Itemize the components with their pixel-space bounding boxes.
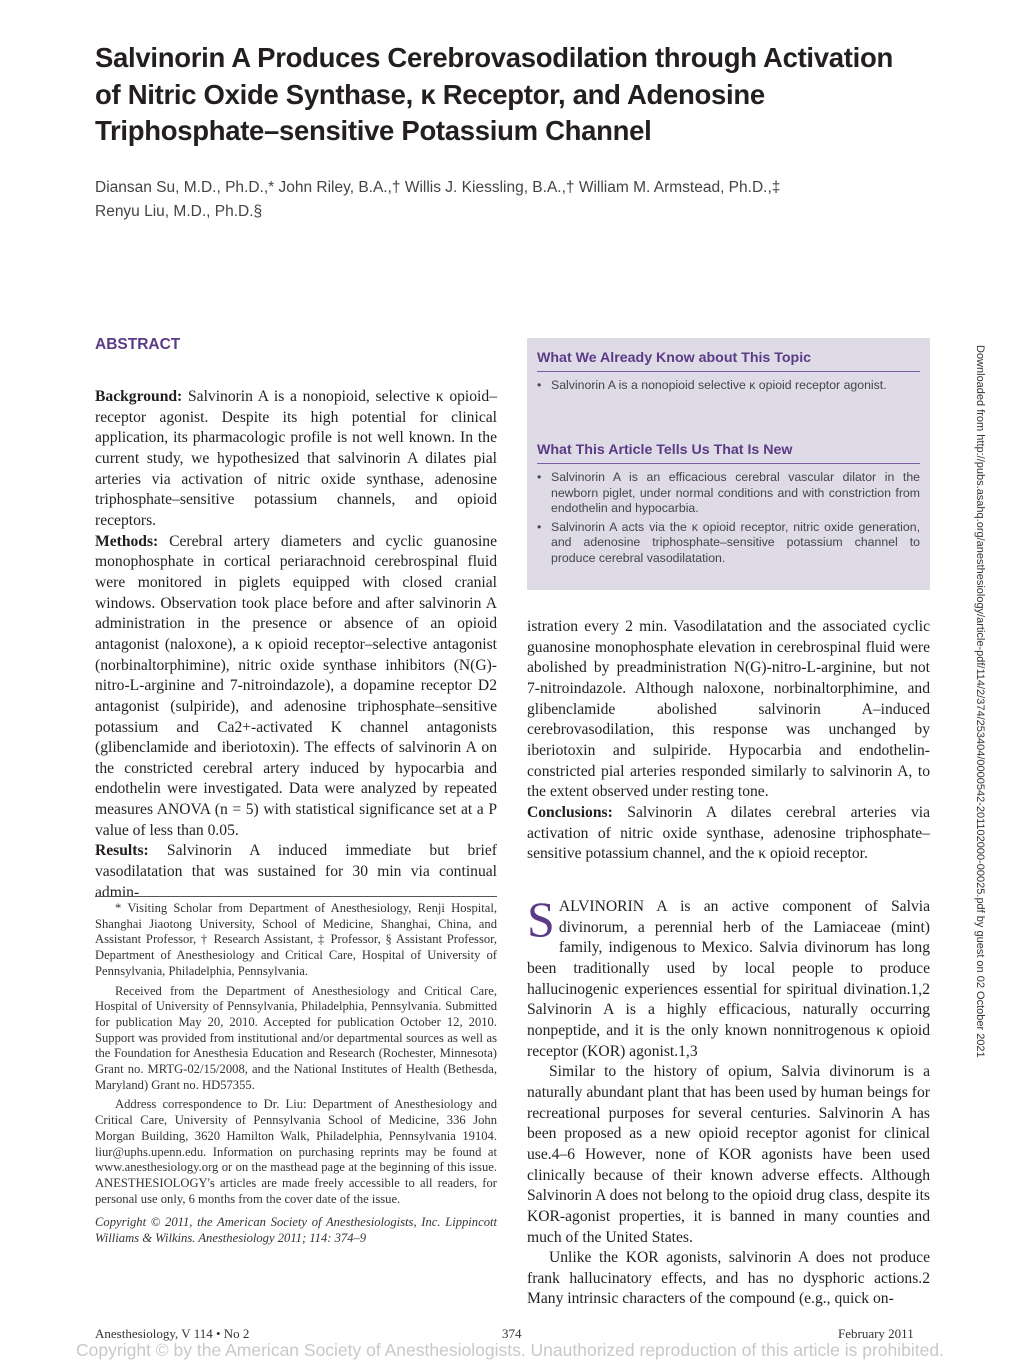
abstract-results-cont: istration every 2 min. Vasodilatation and the associated cyclic guanosine monophosphate elevation in cerebrospinal fluid were abolished by preadministration N(G)-nitro-L-arginine, but not 7-nitroindazole. Although naloxone, norbinaltorphimine, and glibenclamide abolished salvinorin A–induced cerebrovasodilation, this response was unchanged by iberiotoxin and sulpiride. Hypocarbia and endothelin-constricted pial arteries responded similarly to salvinorin A, to the extent observed under resting tone.: [527, 618, 930, 801]
label: Results:: [95, 842, 149, 860]
abstract-left-column: [95, 387, 497, 903]
box-heading: What This Article Tells Us That Is New: [537, 430, 920, 464]
label: Conclusions:: [527, 803, 613, 821]
footnote: Received from the Department of Anesthesiology and Critical Care, Hospital of University of Pennsylvania, Philadelphia, Pennsylvania. Submitted for publication May 20, 2010. Accepted for publication October 12, 2010. Support was provided from institutional and/or departmental sources as well as the Foundation for Anesthesia Education and Research (Rochester, Minnesota) Grant no. MRTG-02/15/2008, and the National Institutes of Health (Bethesda, Maryland) Grant no. HD57355.: [95, 983, 497, 1092]
abstract-background: Background: Salvinorin A is a nonopioid, selective κ opioid–receptor agonist. Despite its high potential for clinical application, its pharmacologic profile is not well known. In the current study, we hypothesized that salvinorin A dilates pial arteries via activation of nitric oxide synthase, adenosine triphosphate–sensitive potassium channels, and opioid receptors.: [95, 388, 497, 529]
box-heading: What We Already Know about This Topic: [537, 338, 920, 372]
copyright-note: Copyright © 2011, the American Society of Anesthesiologists, Inc. Lippincott Williams & Wilkins. Anesthesiology 2011; 114: 374–9: [95, 1215, 497, 1246]
label: Methods:: [95, 532, 159, 550]
intro-paragraph: SALVINORIN A is an active component of Salvia divinorum, a perennial herb of the Lamiaceae (mint) family, indigenous to Mexico. Salvia divinorum has long been traditionally used by local people to produce hallucinogenic experiences essential for spiritual divination.1,2 Salvinorin A is a highly efficacious, naturally occurring nonpeptide, and it is the only known nonnitrogenous κ opioid receptor (KOR) agonist.1,3: [527, 891, 930, 1060]
footer-date: February 2011: [838, 1326, 914, 1341]
footnote: Address correspondence to Dr. Liu: Department of Anesthesiology and Critical Care, University of Pennsylvania School of Medicine, 336 John Morgan Building, 3620 Hamilton Walk, Philadelphia, Pennsylvania 19104. liur@uphs.upenn.edu. Information on purchasing reprints may be found at www.anesthesiology.org or on the masthead page at the beginning of this issue. ANESTHESIOLOGY's articles are made freely accessible to all readers, for personal use only, 6 months from the cover date of the issue.: [95, 1097, 497, 1206]
list-item: • Salvinorin A is an efficacious cerebral vascular dilator in the newborn piglet, under normal conditions and with constriction from endothelin and hypocarbia.: [537, 470, 920, 517]
authors-line: Diansan Su, M.D., Ph.D.,* John Riley, B.A.,† Willis J. Kiessling, B.A.,† William M. Armstead, Ph.D.,‡: [95, 179, 781, 196]
download-side-text: Downloaded from http://pubs.asahq.org/anesthesiology/article-pdf/114/2/374/253404/0000542-201102000-00025.pdf by guest on 02 October 2021: [974, 345, 986, 1058]
footer-page-number: 374: [502, 1326, 522, 1341]
introduction: [527, 891, 930, 1310]
footnotes: [95, 896, 497, 1251]
footer-journal: Anesthesiology, V 114 • No 2: [95, 1326, 250, 1341]
footnote: * Visiting Scholar from Department of Anesthesiology, Renji Hospital, Shanghai Jiaotong University, School of Medicine, Shanghai, China, and Assistant Professor, † Research Assistant, ‡ Professor, § Assistant Professor, Department of Anesthesiology and Critical Care, Hospital of University of Pennsylvania, Philadelphia, Pennsylvania.: [95, 901, 497, 978]
article-title: Salvinorin A Produces Cerebrovasodilation through Activation of Nitric Oxide Synthase, κ Receptor, and Adenosine Triphosphate–sensitive Potassium Channel: [95, 42, 893, 146]
abstract-heading: ABSTRACT: [95, 336, 181, 353]
label: Background:: [95, 388, 183, 405]
intro-paragraph: Similar to the history of opium, Salvia divinorum is a naturally abundant plant that has been used by human beings for recreational purposes for several centuries. Salvinorin A has been proposed as a new opioid receptor agonist for clinical use.4–6 However, none of KOR agonists have been used clinically because of their known adverse effects. Although Salvinorin A does not belong to the opioid drug class, despite its KOR-agonist properties, it is banned in many counties and much of the United States.: [527, 1063, 930, 1246]
copyright-watermark: Copyright © by the American Society of Anesthesiologists. Unauthorized reproduction of this article is prohibited.: [76, 1340, 944, 1360]
author-list: [95, 176, 955, 224]
intro-paragraph: Unlike the KOR agonists, salvinorin A does not produce frank hallucinatory effects, and has no dysphoric actions.2 Many intrinsic characters of the compound (e.g., quick on-: [527, 1249, 930, 1308]
abstract-right-column: [527, 617, 930, 865]
key-points-box: [527, 338, 930, 590]
drop-cap: S: [527, 891, 555, 947]
authors-line: Renyu Liu, M.D., Ph.D.§: [95, 203, 263, 220]
list-item: • Salvinorin A is a nonopioid selective κ opioid receptor agonist.: [537, 378, 920, 394]
abstract-methods: Methods: Cerebral artery diameters and cyclic guanosine monophosphate in cortical periarachnoid cerebrospinal fluid were monitored in piglets equipped with closed cranial windows. Observation took place before and after salvinorin A administration in the presence or absence of an opioid antagonist (naloxone), a κ opioid receptor–selective antagonist (norbinaltorphimine), nitric oxide synthase inhibitors (N(G)-nitro-L-arginine and 7-nitroindazole), a dopamine receptor D2 antagonist (sulpiride), and adenosine triphosphate–sensitive potassium and Ca2+-activated K channel antagonists (glibenclamide and iberiotoxin). The effects of salvinorin A on the constricted cerebral artery induced by hypocarbia and endothelin were investigated. Data were analyzed by repeated measures ANOVA (n = 5) with statistical significance set at a P value of less than 0.05.: [95, 532, 497, 839]
abstract-conclusions: Conclusions: Salvinorin A dilates cerebral arteries via activation of nitric oxide synthase, adenosine triphosphate–sensitive potassium channel, and the κ opioid receptor.: [527, 803, 931, 863]
list-item: • Salvinorin A acts via the κ opioid receptor, nitric oxide generation, and adenosine triphosphate–sensitive potassium channel to produce cerebral vasodilatation.: [537, 520, 920, 567]
abstract-results: Results: Salvinorin A induced immediate but brief vasodilatation that was sustained for 30 min via continual admin-: [95, 842, 497, 901]
